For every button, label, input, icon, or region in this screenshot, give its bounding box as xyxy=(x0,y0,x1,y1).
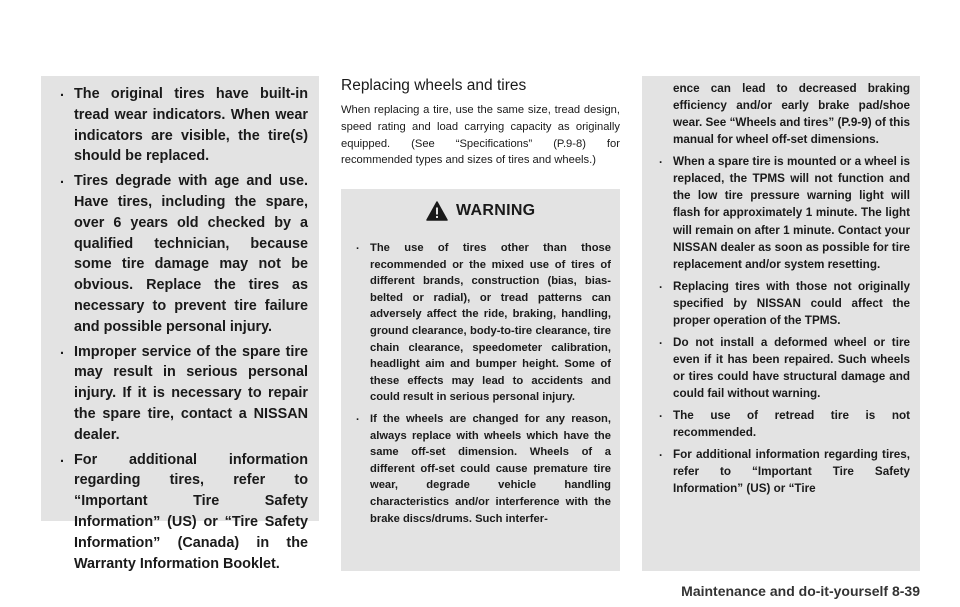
list-item: . For additional information regarding tires, refer to “Important Tire Safety Information” (US) or “Tire Safety Information” (Canada) in the Warranty Information Booklet. xyxy=(49,450,308,575)
list-item: . The use of retread tire is not recommended. xyxy=(648,407,910,441)
list-item: . The original tires have built-in tread wear indicators. When wear indicators are visible, the tire(s) should be replaced. xyxy=(49,84,308,167)
page-footer: Maintenance and do-it-yourself 8-39 xyxy=(681,583,920,599)
replacing-section xyxy=(341,76,620,169)
list-item: . Replacing tires with those not originally specified by NISSAN could affect the proper operation of the TPMS. xyxy=(648,278,910,329)
list-item-continuation: ence can lead to decreased braking efficiency and/or early brake pad/shoe wear. See “Wheels and tires” (P.9-9) of this manual for wheel off-set dimensions. xyxy=(673,82,910,147)
tire-notes-list xyxy=(49,84,308,578)
warning-triangle-icon xyxy=(426,201,448,221)
list-item: . Improper service of the spare tire may result in serious personal injury. If it is necessary to repair the spare tire, contact a NISSAN dealer. xyxy=(49,342,308,446)
list-item: . For additional information regarding tires, refer to “Important Tire Safety Information” (US) or “Tire xyxy=(648,446,910,497)
section-body: When replacing a tire, use the same size, tread design, speed rating and load carrying capacity as originally equipped. (See “Specifications” (P.9-8) for recommended types and sizes of tires and wheels.) xyxy=(341,104,620,167)
warning-list xyxy=(345,240,611,532)
section-title: Replacing wheels and tires xyxy=(341,77,527,94)
warning-continuation-list xyxy=(648,80,910,502)
warning-continuation-panel xyxy=(642,76,920,571)
list-item: . Do not install a deformed wheel or tire even if it has been repaired. Such wheels or tires could have structural damage and could fail without warning. xyxy=(648,334,910,402)
warning-title: WARNING xyxy=(456,202,536,219)
list-item: . If the wheels are changed for any reason, always replace with wheels which have the same off-set dimension. Wheels of a different off-set could cause premature tire wear, degrade vehicle handling characteristics and/or interference with the brake discs/drums. Such interfer- xyxy=(345,411,611,527)
tire-notes-panel xyxy=(41,76,319,572)
warning-panel xyxy=(341,189,620,571)
list-item: . The use of tires other than those recommended or the mixed use of tires of different brands, construction (bias, bias-belted or radial), or tread patterns can adversely affect the ride, braking, handling, ground clearance, body-to-tire clearance, tire chain clearance, speedometer calibration, headlight aim and bumper height. Some of these effects may lead to accidents and could result in serious personal injury. xyxy=(345,240,611,406)
list-item: . When a spare tire is mounted or a wheel is replaced, the TPMS will not function and the low tire pressure warning light will flash for approximately 1 minute. The light will remain on after 1 minute. Contact your NISSAN dealer as soon as possible for tire replacement and/or system resetting. xyxy=(648,153,910,273)
list-item: . Tires degrade with age and use. Have tires, including the spare, over 6 years old checked by a qualified technician, because some tire damage may not be obvious. Replace the tires as necessary to prevent tire failure and possible personal injury. xyxy=(49,171,308,337)
warning-heading xyxy=(341,201,620,221)
